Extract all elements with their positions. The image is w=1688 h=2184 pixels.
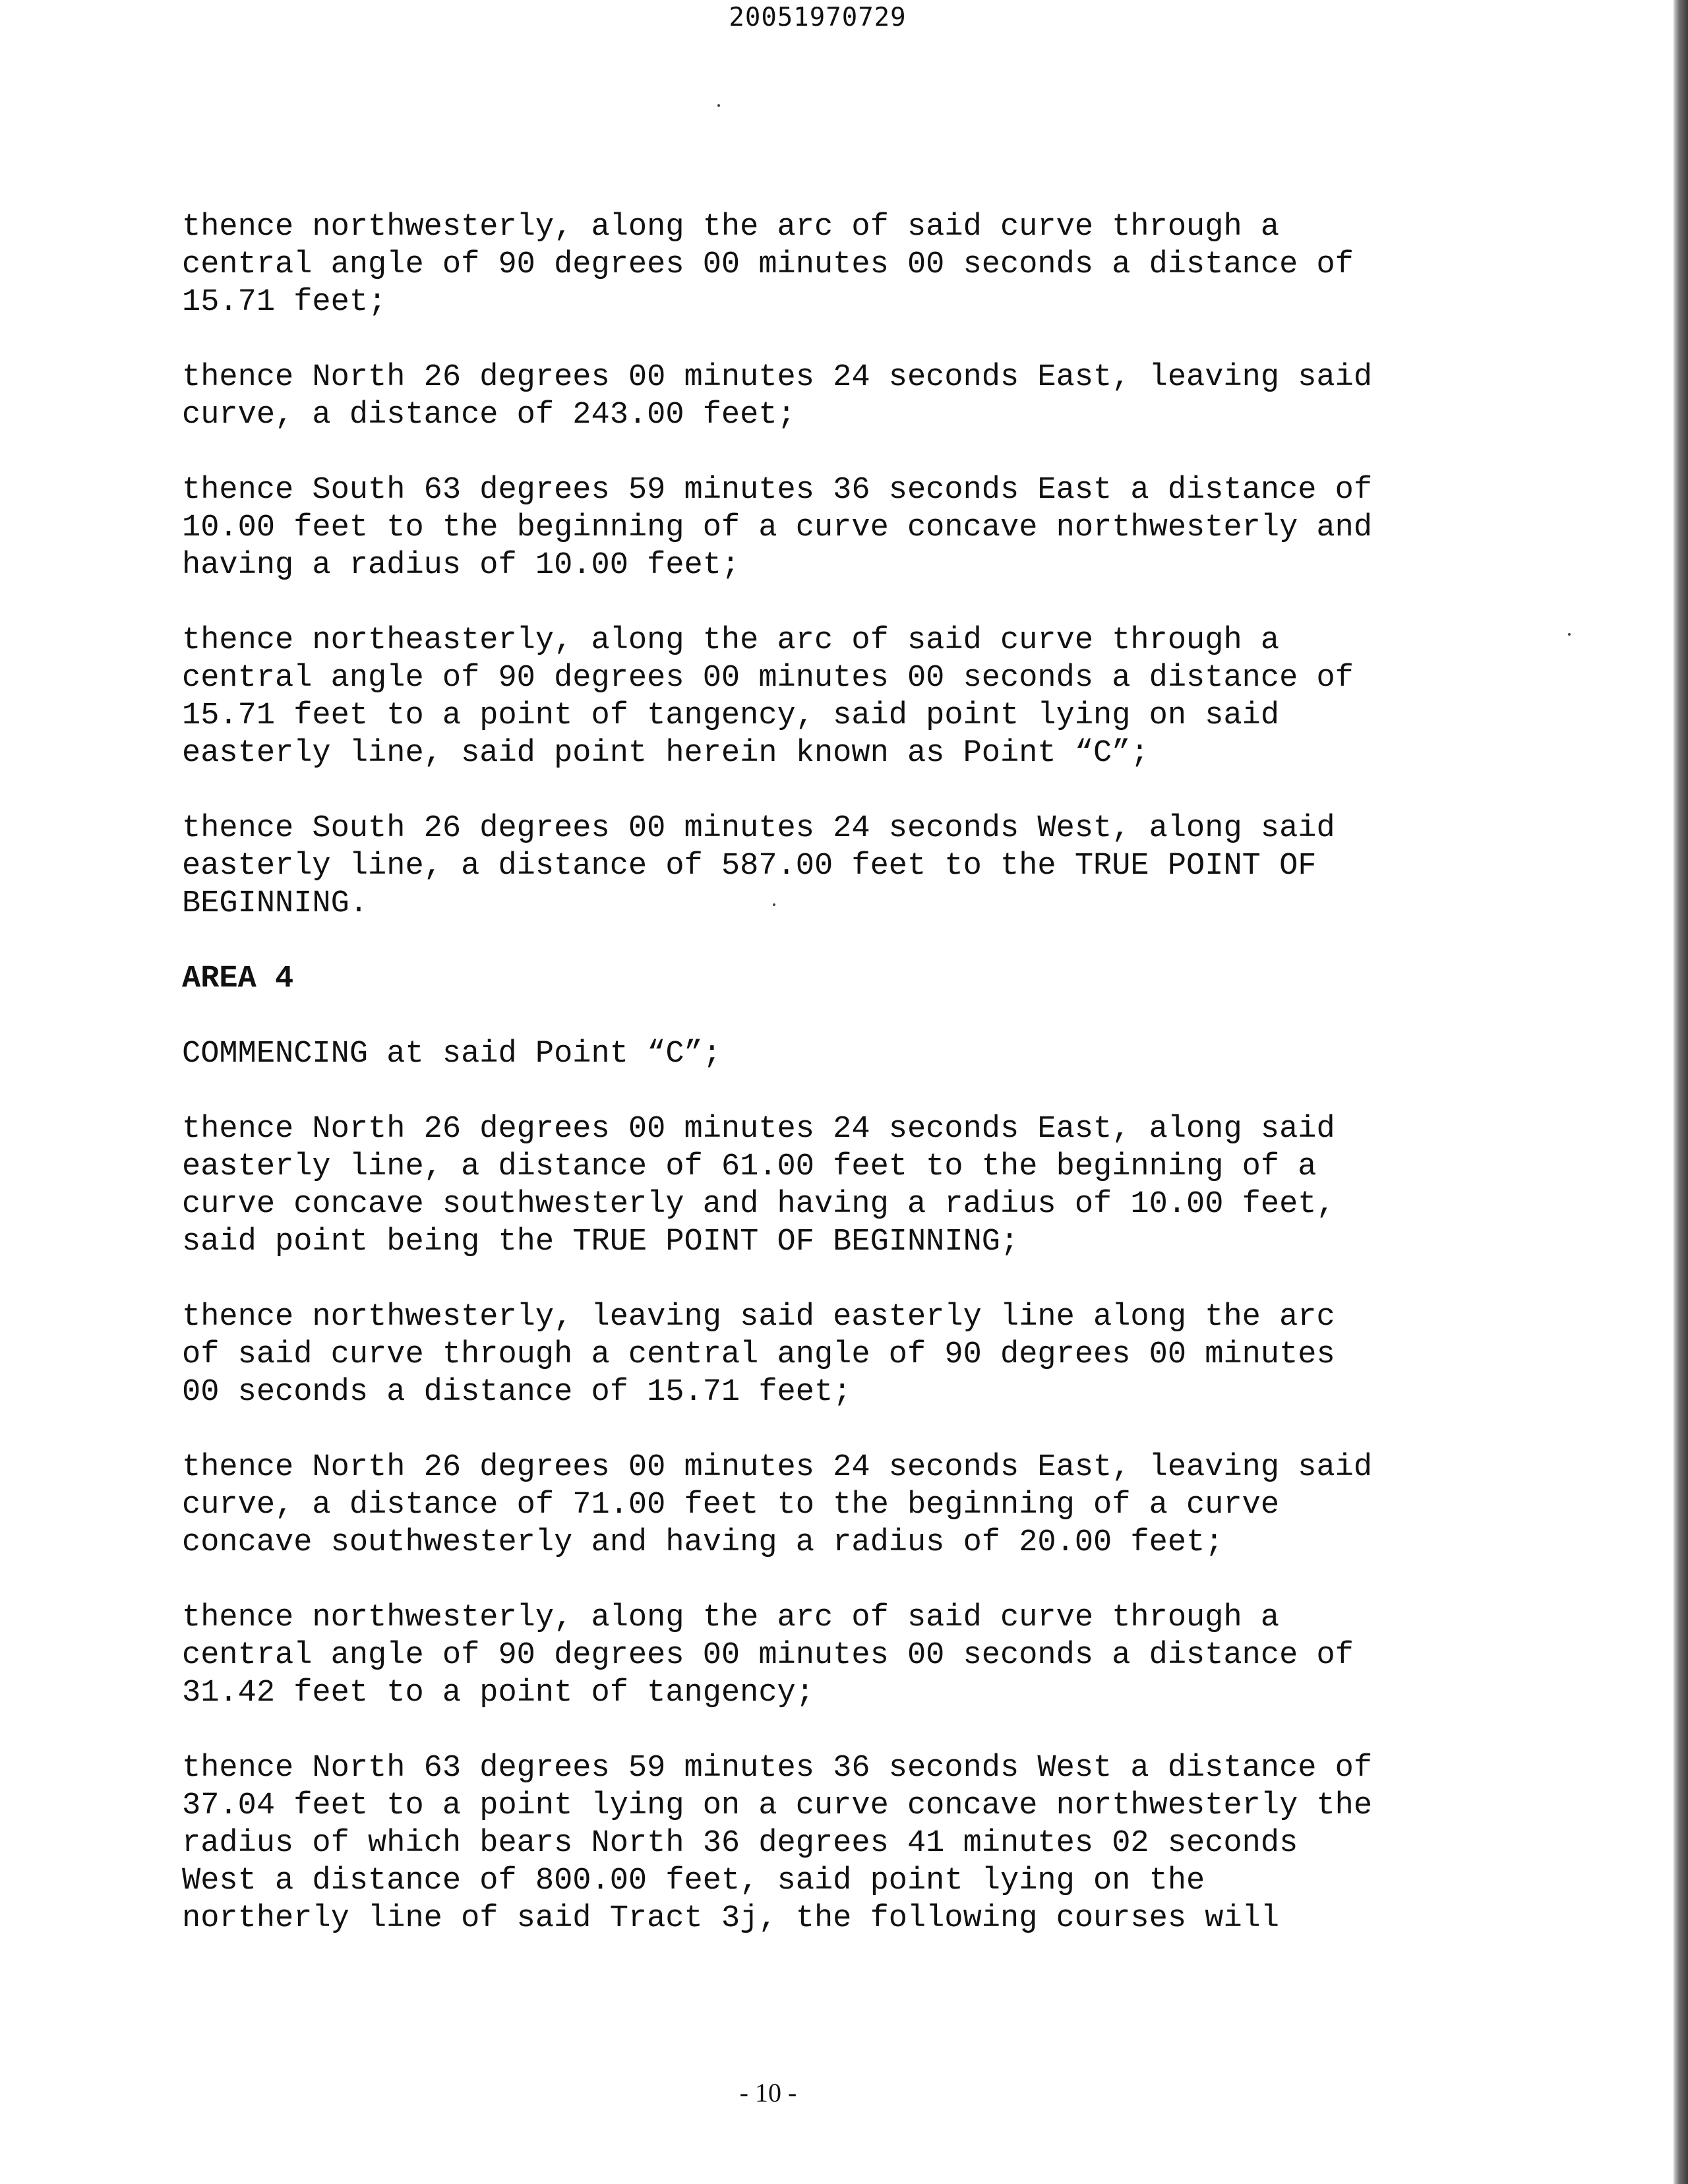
course-paragraph: thence North 63 degrees 59 minutes 36 seconds West a distance of 37.04 feet to a point lying on a curve concave northwesterly the radius of which bears North 36 degrees 41 minutes 02 seconds West a distance of 800.00 feet, said point lying on the northerly line of said Tract 3j, the following courses will	[182, 1751, 1373, 1936]
course-paragraph: thence North 26 degrees 00 minutes 24 seconds East, leaving said curve, a distance of 71.00 feet to the beginning of a curve concave southwesterly and having a radius of 20.00 feet;	[182, 1450, 1373, 1560]
course-paragraph: thence South 26 degrees 00 minutes 24 seconds West, along said easterly line, a distance of 587.00 feet to the TRUE POINT OF BEGINNING.	[182, 811, 1335, 921]
course-paragraph: thence northeasterly, along the arc of said curve through a central angle of 90 degrees 00 minutes 00 seconds a distance of 15.71 feet to a point of tangency, said point lying on said easterly line, said point herein known as Point “C”;	[182, 623, 1354, 771]
scan-speck	[1568, 633, 1571, 636]
course-paragraph: thence South 63 degrees 59 minutes 36 seconds East a distance of 10.00 feet to the beginning of a curve concave northwesterly and having a radius of 10.00 feet;	[182, 473, 1373, 583]
document-number: 20051970729	[729, 3, 907, 32]
area-heading: AREA 4	[182, 961, 294, 996]
course-paragraph: thence northwesterly, leaving said easterly line along the arc of said curve through a central angle of 90 degrees 00 minutes 00 seconds a distance of 15.71 feet;	[182, 1300, 1335, 1410]
scan-speck	[717, 104, 720, 107]
scan-edge-shadow	[1673, 0, 1688, 2184]
course-paragraph: thence northwesterly, along the arc of said curve through a central angle of 90 degrees 00 minutes 00 seconds a distance of 15.71 feet;	[182, 210, 1354, 320]
page-number: - 10 -	[739, 2078, 797, 2108]
course-paragraph: thence North 26 degrees 00 minutes 24 seconds East, along said easterly line, a distance of 61.00 feet to the beginning of a curve concave southwesterly and having a radius of 10.00 feet, said point being the TRUE POINT OF BEGINNING;	[182, 1112, 1335, 1259]
legal-description-body	[182, 208, 1501, 1975]
commencing-paragraph: COMMENCING at said Point “C”;	[182, 1037, 721, 1072]
course-paragraph: thence northwesterly, along the arc of said curve through a central angle of 90 degrees 00 minutes 00 seconds a distance of 31.42 feet to a point of tangency;	[182, 1600, 1354, 1711]
course-paragraph: thence North 26 degrees 00 minutes 24 seconds East, leaving said curve, a distance of 243.00 feet;	[182, 360, 1373, 433]
